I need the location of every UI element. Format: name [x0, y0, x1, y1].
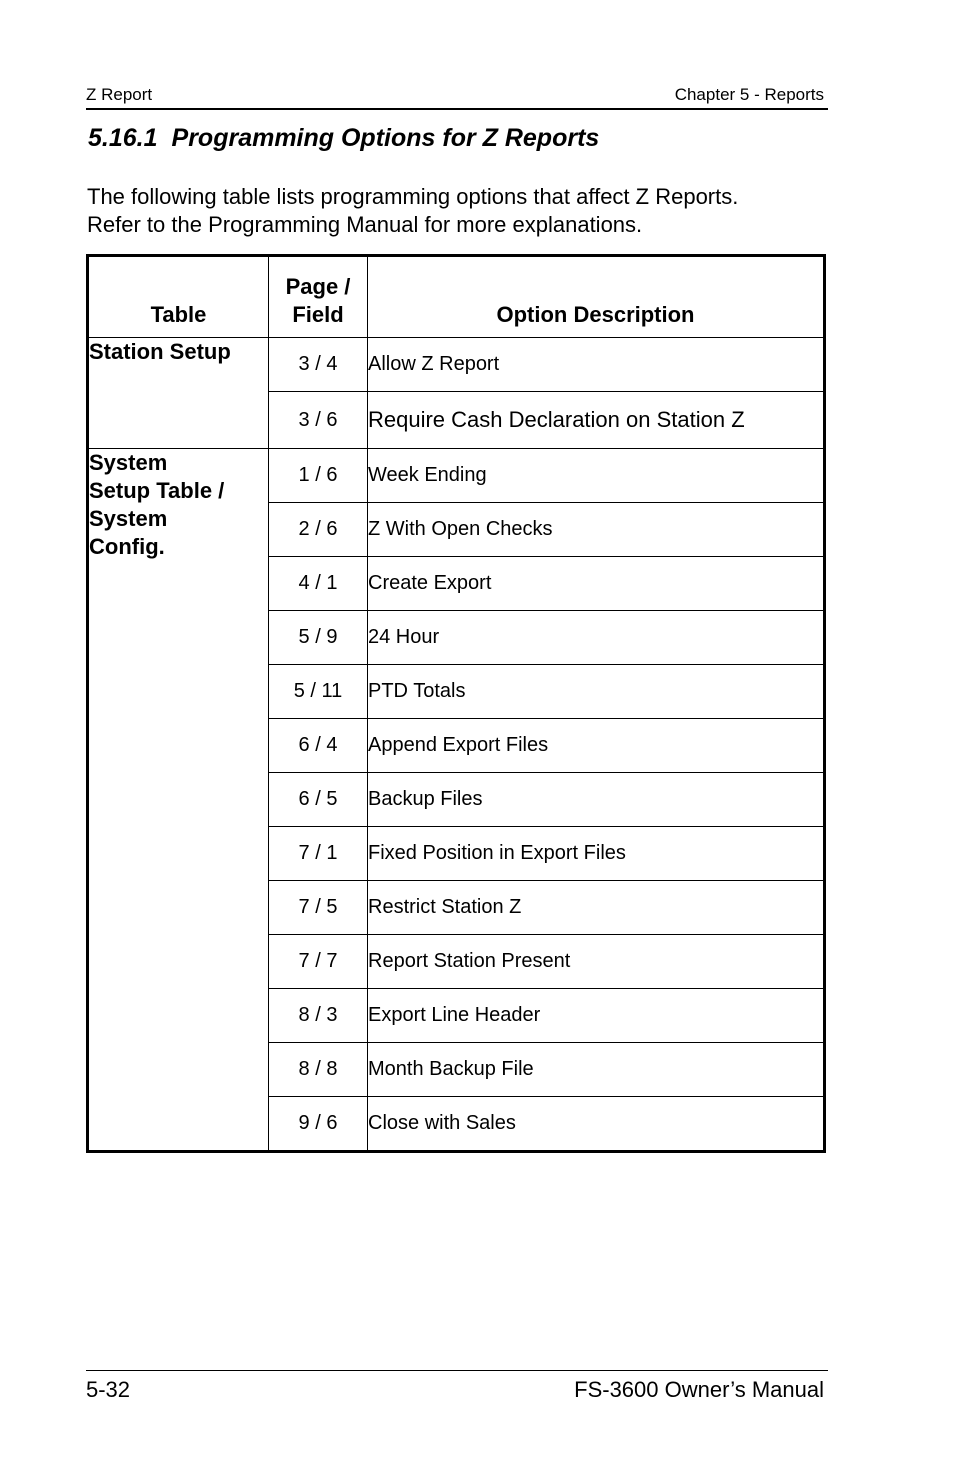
option-description-cell: Create Export — [368, 557, 825, 611]
option-description-cell: Report Station Present — [368, 935, 825, 989]
page-field-cell: 7 / 1 — [269, 827, 368, 881]
intro-paragraph — [87, 183, 827, 239]
section-number: 5.16.1 — [88, 124, 158, 152]
section-title: Programming Options for Z Reports — [171, 124, 600, 152]
option-description-cell: Allow Z Report — [368, 338, 825, 392]
table-header-row — [88, 256, 825, 338]
table-row — [88, 338, 825, 392]
page-field-cell: 5 / 9 — [269, 611, 368, 665]
page-field-cell: 9 / 6 — [269, 1097, 368, 1152]
header-page-line-1: Page / — [285, 274, 351, 299]
option-description-cell: PTD Totals — [368, 665, 825, 719]
group-name-line-4: Config. — [89, 534, 165, 559]
page-field-cell: 3 / 6 — [269, 392, 368, 449]
page-field-cell: 5 / 11 — [269, 665, 368, 719]
header-page-field — [269, 256, 368, 338]
option-description-cell: Restrict Station Z — [368, 881, 825, 935]
group-name-line-1: System — [89, 450, 168, 475]
option-description-cell: Week Ending — [368, 449, 825, 503]
page-field-cell: 2 / 6 — [269, 503, 368, 557]
manual-title: FS-3600 Owner’s Manual — [574, 1377, 824, 1402]
option-description-cell: Z With Open Checks — [368, 503, 825, 557]
option-description-cell: Export Line Header — [368, 989, 825, 1043]
page-footer — [86, 1370, 828, 1402]
option-description-cell: Fixed Position in Export Files — [368, 827, 825, 881]
page-field-cell: 7 / 5 — [269, 881, 368, 935]
programming-options-table — [86, 254, 826, 1153]
page-header — [86, 84, 828, 110]
section-heading — [88, 124, 599, 153]
option-description-cell: Require Cash Declaration on Station Z — [368, 392, 825, 449]
header-section-name: Z Report — [86, 85, 153, 104]
page-field-cell: 3 / 4 — [269, 338, 368, 392]
group-name-line-2: Setup Table / — [89, 478, 225, 503]
table-row — [88, 449, 825, 503]
intro-line-1: The following table lists programming options that affect Z Reports. — [87, 184, 739, 209]
group-station-setup: Station Setup — [88, 338, 269, 449]
intro-line-2: Refer to the Programming Manual for more explanations. — [87, 212, 643, 237]
option-description-cell: 24 Hour — [368, 611, 825, 665]
group-name-line-3: System — [89, 506, 168, 531]
page-field-cell: 4 / 1 — [269, 557, 368, 611]
option-description-cell: Close with Sales — [368, 1097, 825, 1152]
page-field-cell: 1 / 6 — [269, 449, 368, 503]
header-option-description: Option Description — [368, 256, 825, 338]
page-field-cell: 6 / 5 — [269, 773, 368, 827]
header-page-line-2: Field — [292, 302, 344, 327]
header-table: Table — [88, 256, 269, 338]
page-field-cell: 6 / 4 — [269, 719, 368, 773]
page-field-cell: 8 / 3 — [269, 989, 368, 1043]
page-number: 5-32 — [86, 1377, 131, 1402]
option-description-cell: Append Export Files — [368, 719, 825, 773]
header-chapter-name: Chapter 5 - Reports — [674, 85, 824, 104]
group-system-setup — [88, 449, 269, 1152]
option-description-cell: Month Backup File — [368, 1043, 825, 1097]
page-field-cell: 7 / 7 — [269, 935, 368, 989]
page-field-cell: 8 / 8 — [269, 1043, 368, 1097]
option-description-cell: Backup Files — [368, 773, 825, 827]
